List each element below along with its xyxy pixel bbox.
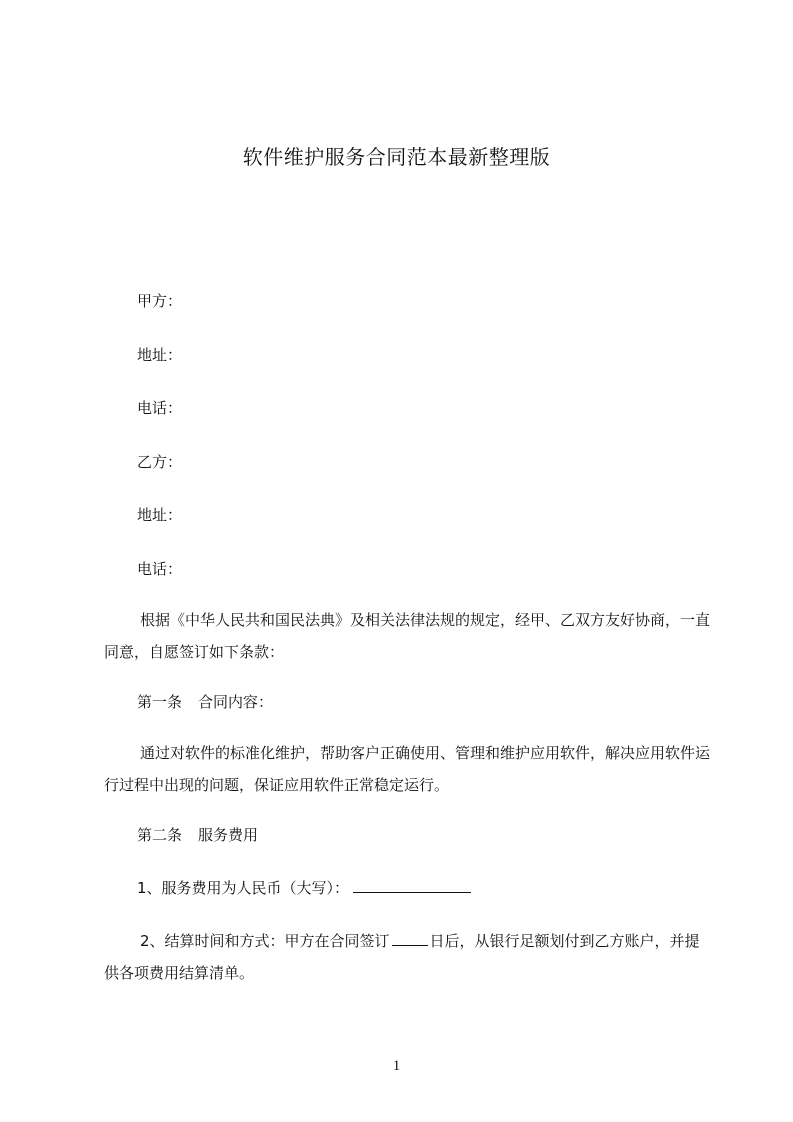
article-2-item-1	[137, 878, 471, 898]
days-blank-line	[392, 931, 428, 946]
article-2-heading	[137, 825, 258, 845]
article-1-heading	[137, 692, 273, 712]
article-2-number: 第二条	[137, 826, 183, 844]
article-1-body: 通过对软件的标准化维护，帮助客户正确使用、管理和维护应用软件，解决应用软件运行过程中出现的问题，保证应用软件正常稳定运行。	[104, 744, 711, 794]
article-2-item-2	[104, 925, 714, 989]
party-b-phone-label: 电话：	[137, 560, 183, 578]
article-1-title: 合同内容：	[198, 693, 274, 711]
article-1-number: 第一条	[137, 693, 183, 711]
amount-blank-line	[353, 878, 471, 893]
party-b-address-label: 地址：	[137, 506, 183, 524]
page-number: 1	[392, 1058, 401, 1074]
party-a-phone-label: 电话：	[137, 399, 183, 417]
article-2-item-2-after: 日后，从银行足额划付到乙方账户，并提供各项费用结算清单。	[104, 932, 700, 982]
article-2-title: 服务费用	[198, 826, 259, 844]
document-title: 软件维护服务合同范本最新整理版	[242, 145, 551, 169]
article-2-item-1-text: 1、服务费用为人民币（大写）：	[137, 879, 350, 897]
party-b-label: 乙方：	[137, 453, 183, 471]
preamble-paragraph	[104, 604, 714, 668]
article-1-body-paragraph	[104, 737, 714, 801]
preamble-text: 根据《中华人民共和国民法典》及相关法律法规的规定，经甲、乙双方友好协商，一直同意，自愿签订如下条款：	[104, 611, 711, 661]
party-a-address-label: 地址：	[137, 346, 183, 364]
party-a-label: 甲方：	[137, 292, 183, 310]
article-2-item-2-before: 2、结算时间和方式：甲方在合同签订	[140, 932, 390, 950]
